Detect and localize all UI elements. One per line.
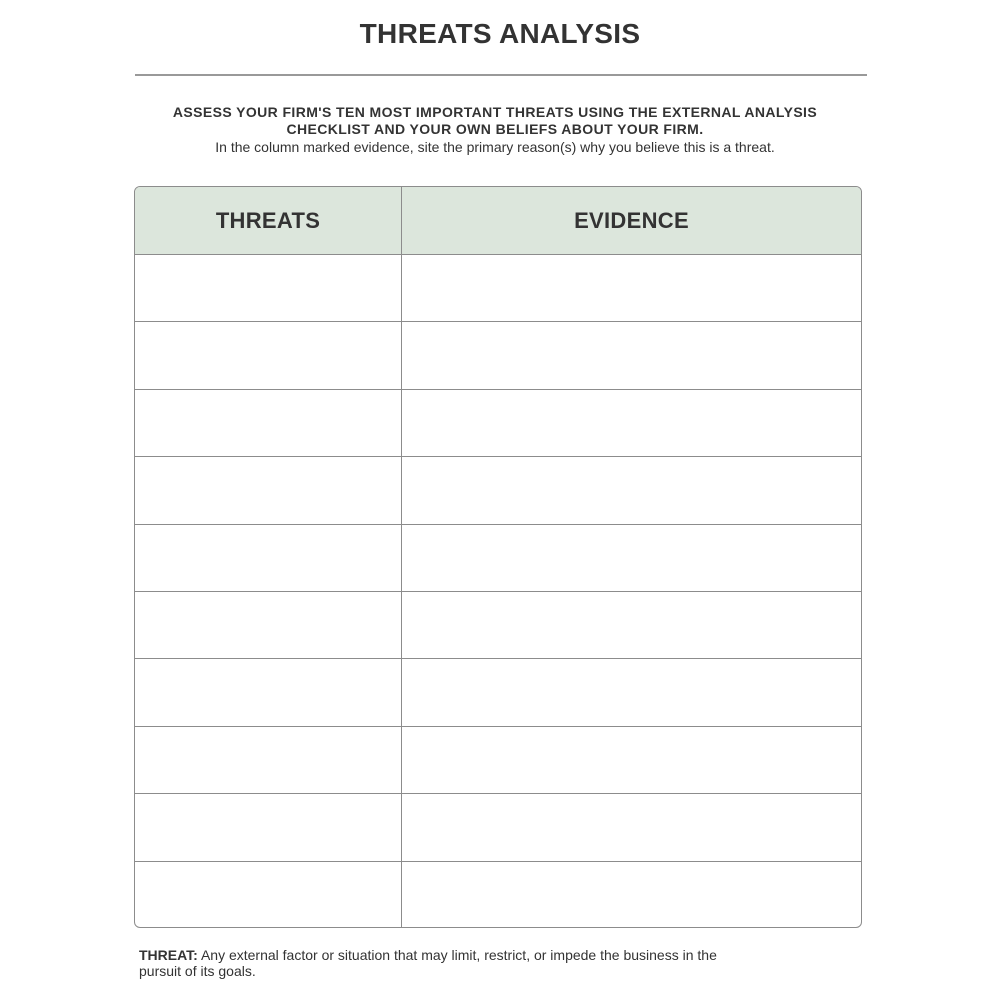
threat-cell[interactable]: [135, 322, 402, 388]
evidence-cell[interactable]: [402, 727, 861, 793]
table-header: [135, 187, 861, 255]
table-row: [135, 659, 861, 726]
table-row: [135, 457, 861, 524]
evidence-column-header: EVIDENCE: [574, 207, 689, 233]
threats-column-header: THREATS: [135, 187, 402, 254]
page-title: THREATS ANALYSIS: [359, 18, 641, 49]
instructions: [135, 104, 855, 156]
threats-table: [134, 186, 862, 928]
table-row: [135, 862, 861, 928]
evidence-cell[interactable]: [402, 525, 861, 591]
title-divider: [135, 74, 867, 76]
threat-cell[interactable]: [135, 390, 402, 456]
threat-cell[interactable]: [135, 659, 402, 725]
instructions-bold-line-2: CHECKLIST AND YOUR OWN BELIEFS ABOUT YOUR FIRM.: [286, 121, 704, 137]
threat-cell[interactable]: [135, 457, 402, 523]
threat-cell[interactable]: [135, 592, 402, 658]
threat-cell[interactable]: [135, 525, 402, 591]
table-row: [135, 727, 861, 794]
evidence-cell[interactable]: [402, 659, 861, 725]
threat-definition: [139, 947, 739, 979]
table-body: [135, 255, 861, 928]
evidence-cell[interactable]: [402, 322, 861, 388]
threat-cell[interactable]: [135, 794, 402, 860]
threat-cell[interactable]: [135, 862, 402, 928]
table-row: [135, 255, 861, 322]
evidence-cell[interactable]: [402, 794, 861, 860]
definition-term: THREAT:: [139, 947, 198, 963]
table-row: [135, 525, 861, 592]
instructions-text: In the column marked evidence, site the primary reason(s) why you believe this is a threat.: [215, 139, 775, 155]
instructions-bold-line-1: ASSESS YOUR FIRM'S TEN MOST IMPORTANT THREATS USING THE EXTERNAL ANALYSIS: [172, 104, 818, 120]
evidence-cell[interactable]: [402, 390, 861, 456]
threat-cell[interactable]: [135, 255, 402, 321]
table-row: [135, 390, 861, 457]
table-row: [135, 794, 861, 861]
evidence-cell[interactable]: [402, 862, 861, 928]
evidence-cell[interactable]: [402, 457, 861, 523]
definition-text: Any external factor or situation that may limit, restrict, or impede the business in the pursuit of its goals.: [139, 947, 717, 979]
threat-cell[interactable]: [135, 727, 402, 793]
table-row: [135, 592, 861, 659]
table-row: [135, 322, 861, 389]
evidence-cell[interactable]: [402, 592, 861, 658]
evidence-cell[interactable]: [402, 255, 861, 321]
